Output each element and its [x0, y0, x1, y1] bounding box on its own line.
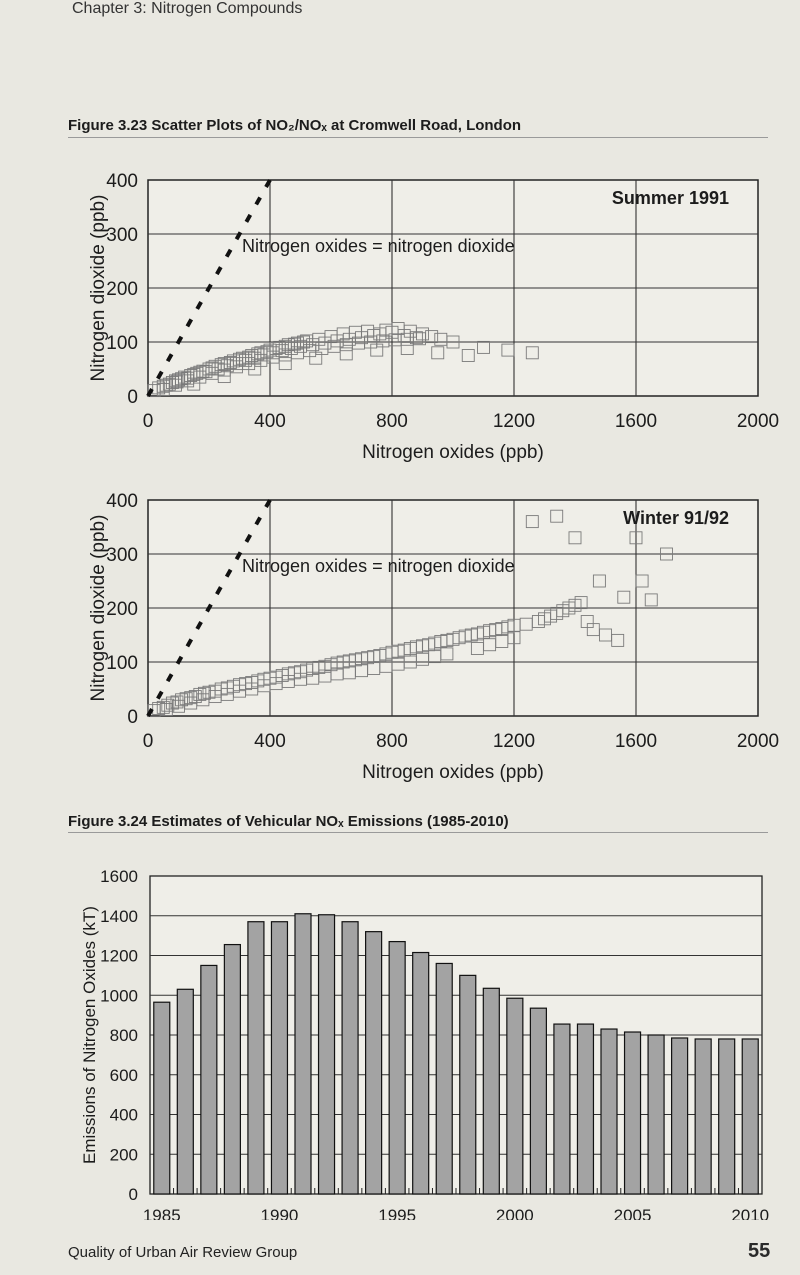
footer-text: Quality of Urban Air Review Group	[68, 1244, 298, 1261]
bar	[719, 1039, 735, 1194]
bar	[224, 945, 240, 1194]
bar	[625, 1032, 641, 1194]
figure-3-24-title: Figure 3.24 Estimates of Vehicular NOₓ Emissions (1985-2010)	[68, 813, 509, 830]
bar	[295, 914, 311, 1194]
y-tick-label: 200	[106, 599, 138, 620]
x-tick-label: 2000	[495, 1206, 534, 1220]
bar	[201, 965, 217, 1194]
summer-scatter-chart	[0, 150, 800, 470]
y-tick-label: 400	[109, 1105, 138, 1125]
y-axis-title: Nitrogen dioxide (ppb)	[88, 194, 109, 382]
bar	[530, 1008, 546, 1194]
y-tick-label: 1200	[100, 946, 138, 966]
y-tick-label: 0	[127, 707, 138, 728]
x-tick-label: 2000	[736, 731, 780, 752]
x-tick-label: 1995	[378, 1206, 417, 1220]
bar	[460, 975, 476, 1194]
bar	[648, 1035, 664, 1194]
winter-scatter-chart	[0, 470, 800, 790]
x-axis-title: Nitrogen oxides (ppb)	[362, 762, 544, 783]
y-axis-title: Emissions of Nitrogen Oxides (kT)	[80, 906, 99, 1164]
x-tick-label: 800	[376, 731, 408, 752]
y-tick-label: 0	[127, 387, 138, 408]
reference-line-label: Nitrogen oxides = nitrogen dioxide	[242, 236, 515, 256]
bar	[366, 932, 382, 1194]
y-tick-label: 0	[128, 1185, 138, 1204]
emissions-bar-chart	[0, 850, 800, 1220]
x-tick-label: 2005	[613, 1206, 652, 1220]
y-tick-label: 1600	[100, 867, 138, 886]
x-tick-label: 1990	[260, 1206, 299, 1220]
y-tick-label: 600	[109, 1065, 138, 1085]
bar	[507, 998, 523, 1194]
figure-title-rule	[68, 832, 768, 833]
bar	[436, 963, 452, 1194]
page-number: 55	[748, 1240, 771, 1262]
x-tick-label: 800	[376, 411, 408, 432]
y-tick-label: 200	[109, 1145, 138, 1165]
bar	[742, 1039, 758, 1194]
figure-title-rule	[68, 137, 768, 138]
x-tick-label: 1985	[142, 1206, 181, 1220]
chapter-heading: Chapter 3: Nitrogen Compounds	[72, 0, 303, 17]
y-tick-label: 400	[106, 171, 138, 192]
bar	[319, 915, 335, 1194]
bar	[483, 988, 499, 1194]
y-tick-label: 100	[106, 653, 138, 674]
x-tick-label: 1600	[614, 731, 658, 752]
y-axis-title: Nitrogen dioxide (ppb)	[88, 514, 109, 702]
chart-title: Winter 91/92	[623, 508, 729, 528]
y-tick-label: 200	[106, 279, 138, 300]
bar	[577, 1024, 593, 1194]
y-tick-label: 100	[106, 333, 138, 354]
bar	[154, 1002, 170, 1194]
x-tick-label: 2000	[736, 411, 780, 432]
y-tick-label: 300	[106, 545, 138, 566]
bar	[248, 922, 264, 1194]
y-tick-label: 1000	[100, 986, 138, 1006]
x-tick-label: 1600	[614, 411, 658, 432]
figure-3-23-title: Figure 3.23 Scatter Plots of NO₂/NOₓ at Cromwell Road, London	[68, 117, 522, 134]
chart-title: Summer 1991	[611, 188, 729, 208]
x-tick-label: 2010	[731, 1206, 770, 1220]
bar	[389, 942, 405, 1194]
x-tick-label: 1200	[492, 411, 536, 432]
x-tick-label: 400	[254, 411, 286, 432]
x-tick-label: 0	[142, 731, 154, 752]
bar	[177, 989, 193, 1194]
bar	[554, 1024, 570, 1194]
x-tick-label: 0	[142, 411, 154, 432]
bar	[601, 1029, 617, 1194]
x-tick-label: 400	[254, 731, 286, 752]
bar	[695, 1039, 711, 1194]
y-tick-label: 1400	[100, 906, 138, 926]
bar	[672, 1038, 688, 1194]
y-tick-label: 400	[106, 491, 138, 512]
x-tick-label: 1200	[492, 731, 536, 752]
reference-line-label: Nitrogen oxides = nitrogen dioxide	[242, 556, 515, 576]
y-tick-label: 800	[109, 1026, 138, 1045]
bar	[413, 953, 429, 1194]
bar	[342, 922, 358, 1194]
y-tick-label: 300	[106, 225, 138, 246]
x-axis-title: Nitrogen oxides (ppb)	[362, 442, 544, 463]
bar	[271, 922, 287, 1194]
